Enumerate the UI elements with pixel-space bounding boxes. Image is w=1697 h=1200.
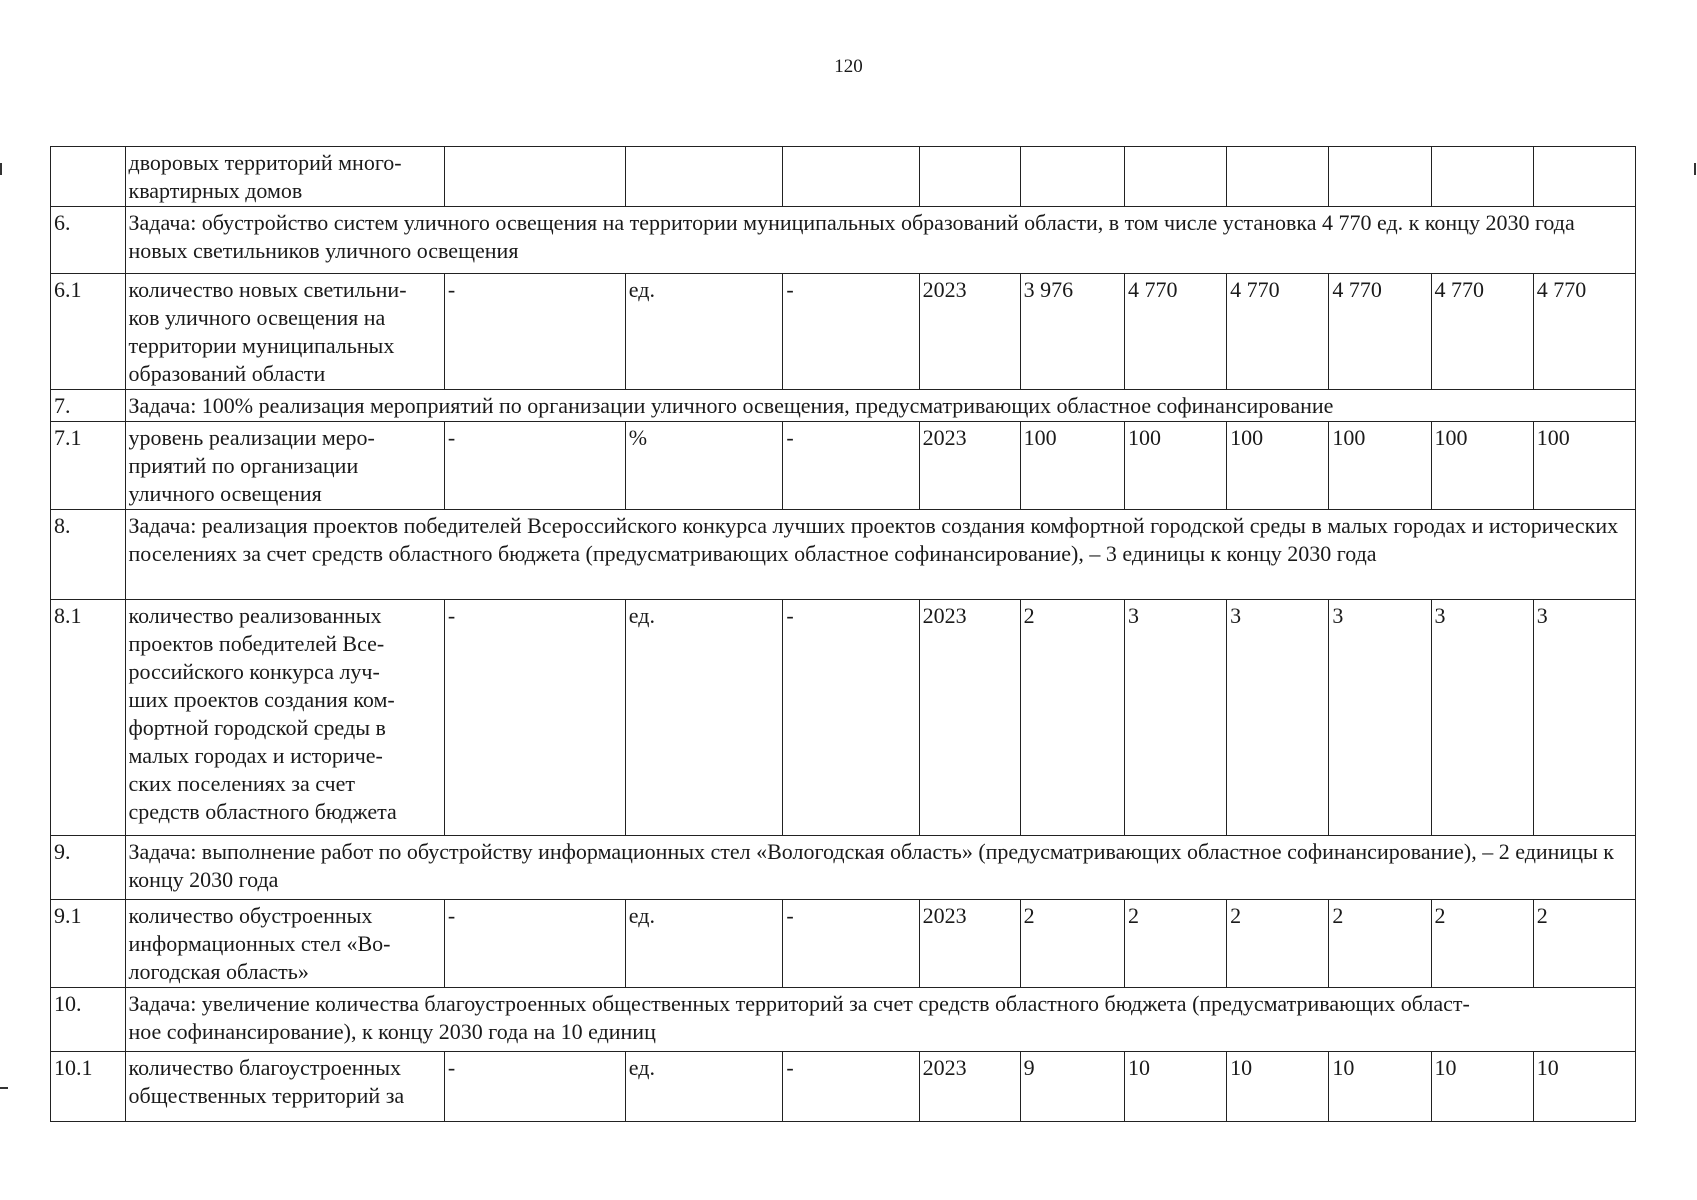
value-cell: 4 770 (1227, 274, 1329, 390)
value-cell: 3 (1227, 600, 1329, 836)
task-row (51, 988, 1636, 1052)
indicators-table (50, 146, 1636, 1122)
row-number (51, 147, 126, 207)
indicator-row (51, 1052, 1636, 1122)
value-cell: 100 (1124, 422, 1226, 510)
value-cell: 3 (1329, 600, 1431, 836)
value-cell: 2 (1431, 900, 1533, 988)
row-number: 9. (51, 836, 126, 900)
value-cell (1020, 147, 1124, 207)
base-year-cell: 2023 (919, 274, 1020, 390)
text-line: количество реализованных (128, 603, 382, 628)
value-cell: 100 (1227, 422, 1329, 510)
basis-cell (444, 147, 625, 207)
text-line: приятий по организации (128, 453, 359, 478)
row-number: 6. (51, 207, 126, 274)
text-line: дворовых территорий много- (128, 150, 402, 175)
value-cell: 2 (1533, 900, 1635, 988)
text-line: малых городах и историче- (128, 743, 383, 768)
unit-cell: ед. (625, 900, 783, 988)
task-text (125, 510, 1636, 600)
base-value-cell: - (783, 900, 919, 988)
value-cell: 2 (1020, 600, 1124, 836)
text-line: фортной городской среды в (128, 715, 386, 740)
value-cell: 4 770 (1329, 274, 1431, 390)
row-number: 8.1 (51, 600, 126, 836)
value-cell: 100 (1533, 422, 1635, 510)
scan-mark-bottom-left (0, 1087, 8, 1089)
text-line: Задача: обустройство систем уличного освещения на территории муниципальных образований области, в том числе установка 4 770 ед. к концу 2030 года новых светильников уличного освещения (128, 210, 1575, 263)
text-line: Задача: 100% реализация мероприятий по организации уличного освещения, предусматривающих областное софинансирование (128, 393, 1334, 418)
indicator-name (125, 422, 444, 510)
indicator-row (51, 900, 1636, 988)
row-number: 10. (51, 988, 126, 1052)
value-cell: 2 (1020, 900, 1124, 988)
value-cell: 10 (1431, 1052, 1533, 1122)
value-cell: 4 770 (1533, 274, 1635, 390)
value-cell: 100 (1431, 422, 1533, 510)
value-cell: 3 (1431, 600, 1533, 836)
value-cell: 2 (1227, 900, 1329, 988)
value-cell (1227, 147, 1329, 207)
value-cell: 2 (1124, 900, 1226, 988)
task-row (51, 836, 1636, 900)
basis-cell: - (444, 900, 625, 988)
text-line: количество новых светильни- (128, 277, 407, 302)
text-line: ков уличного освещения на (128, 305, 386, 330)
task-text (125, 390, 1636, 422)
base-value-cell: - (783, 422, 919, 510)
unit-cell: ед. (625, 600, 783, 836)
task-row (51, 390, 1636, 422)
scan-mark-right (1694, 163, 1696, 175)
row-number: 7. (51, 390, 126, 422)
task-text (125, 988, 1636, 1052)
basis-cell: - (444, 600, 625, 836)
value-cell (1329, 147, 1431, 207)
indicator-name (125, 274, 444, 390)
base-year-cell: 2023 (919, 600, 1020, 836)
text-line: информационных стел «Во- (128, 931, 391, 956)
text-line: логодская область» (128, 959, 309, 984)
text-line: Задача: реализация проектов победителей Всероссийского конкурса лучших проектов создания комфортной городской среды в малых городах и исторических поселениях за счет средств областного бюджета (предусматривающих областное софинансирование), – 3 единицы к концу 2030 года (128, 513, 1619, 566)
value-cell: 10 (1124, 1052, 1226, 1122)
indicator-name (125, 1052, 444, 1122)
base-value-cell: - (783, 274, 919, 390)
base-value-cell: - (783, 600, 919, 836)
value-cell: 4 770 (1124, 274, 1226, 390)
indicator-row (51, 147, 1636, 207)
text-line: Задача: выполнение работ по обустройству информационных стел «Вологодская область» (предусматривающих областное софинансирование), – 2 единицы к концу 2030 года (128, 839, 1614, 892)
value-cell (1124, 147, 1226, 207)
base-value-cell (783, 147, 919, 207)
indicator-name (125, 147, 444, 207)
unit-cell: ед. (625, 274, 783, 390)
text-line: территории муниципальных (128, 333, 395, 358)
task-text (125, 207, 1636, 274)
unit-cell: % (625, 422, 783, 510)
row-number: 10.1 (51, 1052, 126, 1122)
value-cell: 3 (1533, 600, 1635, 836)
value-cell: 10 (1533, 1052, 1635, 1122)
text-line: квартирных домов (128, 178, 303, 203)
base-year-cell: 2023 (919, 1052, 1020, 1122)
text-line: количество благоустроенных (128, 1055, 402, 1080)
table-body (51, 147, 1636, 1122)
task-row (51, 510, 1636, 600)
text-line: Задача: увеличение количества благоустроенных общественных территорий за счет средств областного бюджета (предусматривающих област- (128, 991, 1470, 1016)
value-cell (1431, 147, 1533, 207)
text-line: уличного освещения (128, 481, 322, 506)
basis-cell: - (444, 274, 625, 390)
text-line: уровень реализации меро- (128, 425, 375, 450)
unit-cell (625, 147, 783, 207)
indicator-row (51, 422, 1636, 510)
task-row (51, 207, 1636, 274)
row-number: 6.1 (51, 274, 126, 390)
value-cell: 10 (1329, 1052, 1431, 1122)
text-line: ное софинансирование), к концу 2030 года на 10 единиц (128, 1019, 656, 1044)
text-line: количество обустроенных (128, 903, 373, 928)
indicator-row (51, 274, 1636, 390)
indicator-row (51, 600, 1636, 836)
value-cell: 2 (1329, 900, 1431, 988)
base-year-cell: 2023 (919, 900, 1020, 988)
text-line: средств областного бюджета (128, 799, 397, 824)
indicator-name (125, 600, 444, 836)
text-line: проектов победителей Все- (128, 631, 385, 656)
value-cell: 100 (1020, 422, 1124, 510)
row-number: 7.1 (51, 422, 126, 510)
basis-cell: - (444, 1052, 625, 1122)
row-number: 9.1 (51, 900, 126, 988)
text-line: российского конкурса луч- (128, 659, 380, 684)
base-year-cell (919, 147, 1020, 207)
text-line: общественных территорий за (128, 1083, 405, 1108)
value-cell: 10 (1227, 1052, 1329, 1122)
unit-cell: ед. (625, 1052, 783, 1122)
indicator-name (125, 900, 444, 988)
value-cell (1533, 147, 1635, 207)
page-number: 120 (834, 56, 863, 77)
value-cell: 3 (1124, 600, 1226, 836)
base-value-cell: - (783, 1052, 919, 1122)
value-cell: 3 976 (1020, 274, 1124, 390)
text-line: образований области (128, 361, 326, 386)
row-number: 8. (51, 510, 126, 600)
base-year-cell: 2023 (919, 422, 1020, 510)
scan-mark-left (0, 163, 2, 175)
text-line: ских поселениях за счет (128, 771, 355, 796)
text-line: ших проектов создания ком- (128, 687, 395, 712)
value-cell: 4 770 (1431, 274, 1533, 390)
task-text (125, 836, 1636, 900)
basis-cell: - (444, 422, 625, 510)
value-cell: 9 (1020, 1052, 1124, 1122)
value-cell: 100 (1329, 422, 1431, 510)
